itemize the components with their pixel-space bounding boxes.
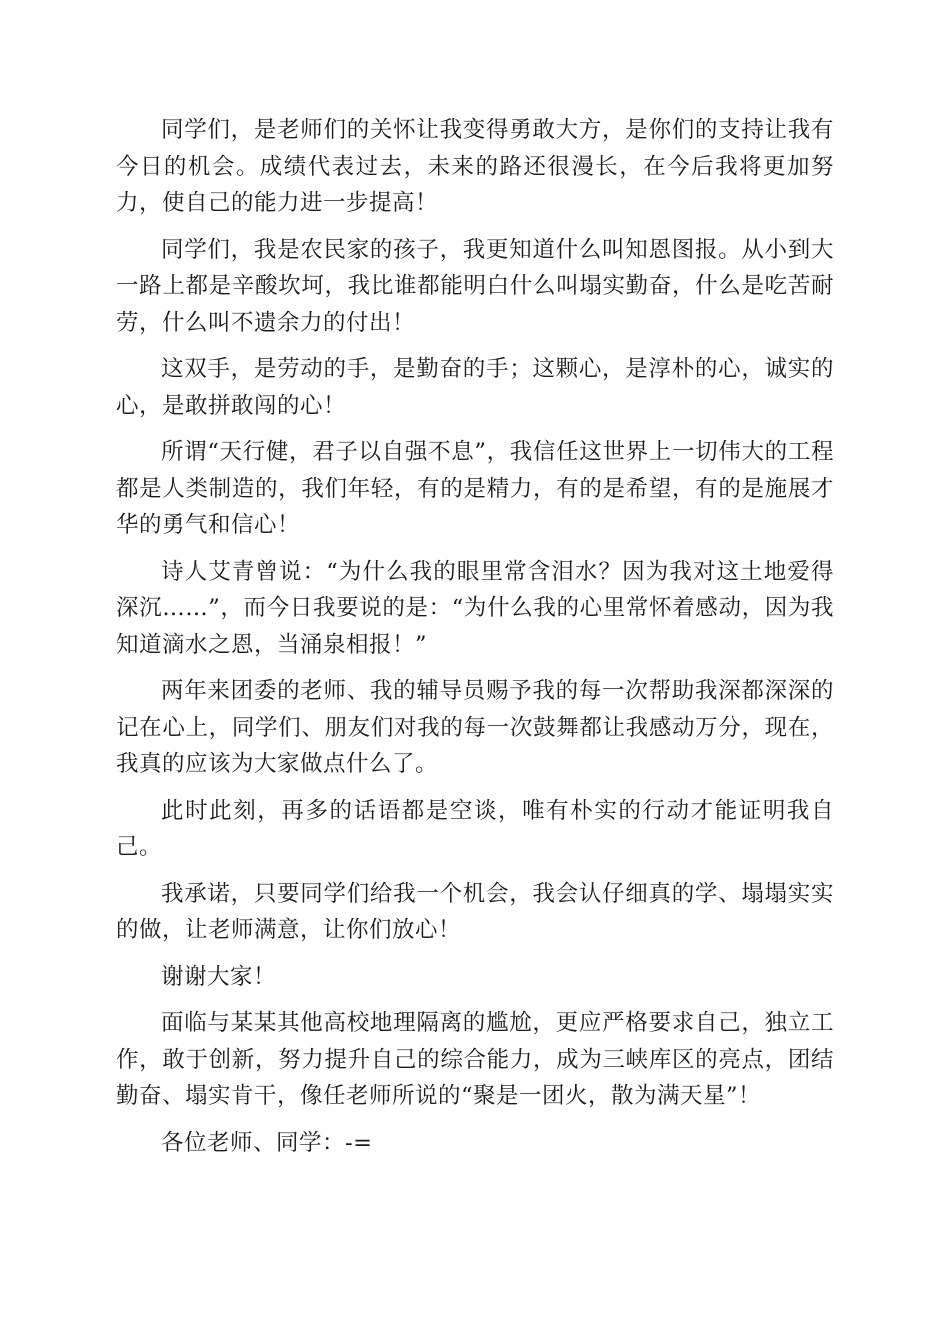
paragraph-4: 所谓“天行健，君子以自强不息”，我信任这世界上一切伟大的工程都是人类制造的，我们年轻，有的是精力，有的是希望，有的是施展才华的勇气和信心！ [116,439,834,538]
paragraph-6: 两年来团委的老师、我的辅导员赐予我的每一次帮助我深都深深的记在心上，同学们、朋友们对我的每一次鼓舞都让我感动万分，现在，我真的应该为大家做点什么了。 [116,678,834,777]
document-body [116,112,834,1161]
paragraph-10: 面临与某某其他高校地理隔离的尴尬，更应严格要求自己，独立工作，敢于创新，努力提升自己的综合能力，成为三峡库区的亮点，团结勤奋、塌实肯干，像任老师所说的“聚是一团火，散为满天星”！ [116,1010,834,1109]
paragraph-8: 我承诺，只要同学们给我一个机会，我会认仔细真的学、塌塌实实的做，让老师满意，让你们放心！ [116,880,834,943]
paragraph-3: 这双手，是劳动的手，是勤奋的手；这颗心，是淳朴的心，诚实的心，是敢拼敢闯的心！ [116,356,834,419]
paragraph-7: 此时此刻，再多的话语都是空谈，唯有朴实的行动才能证明我自己。 [116,797,834,860]
paragraph-1: 同学们，是老师们的关怀让我变得勇敢大方，是你们的支持让我有今日的机会。成绩代表过去，未来的路还很漫长，在今后我将更加努力，使自己的能力进一步提高！ [116,117,834,216]
paragraph-2: 同学们，我是农民家的孩子，我更知道什么叫知恩图报。从小到大一路上都是辛酸坎坷，我比谁都能明白什么叫塌实勤奋，什么是吃苦耐劳，什么叫不遗余力的付出！ [116,236,834,336]
paragraph-11: 各位老师、同学：-= [161,1129,373,1156]
paragraph-5: 诗人艾青曾说：“为什么我的眼里常含泪水？因为我对这土地爱得深沉……”，而今日我要说的是：“为什么我的心里常怀着感动，因为我知道滴水之恩，当涌泉相报！” [116,558,834,658]
paragraph-9: 谢谢大家！ [161,963,277,990]
